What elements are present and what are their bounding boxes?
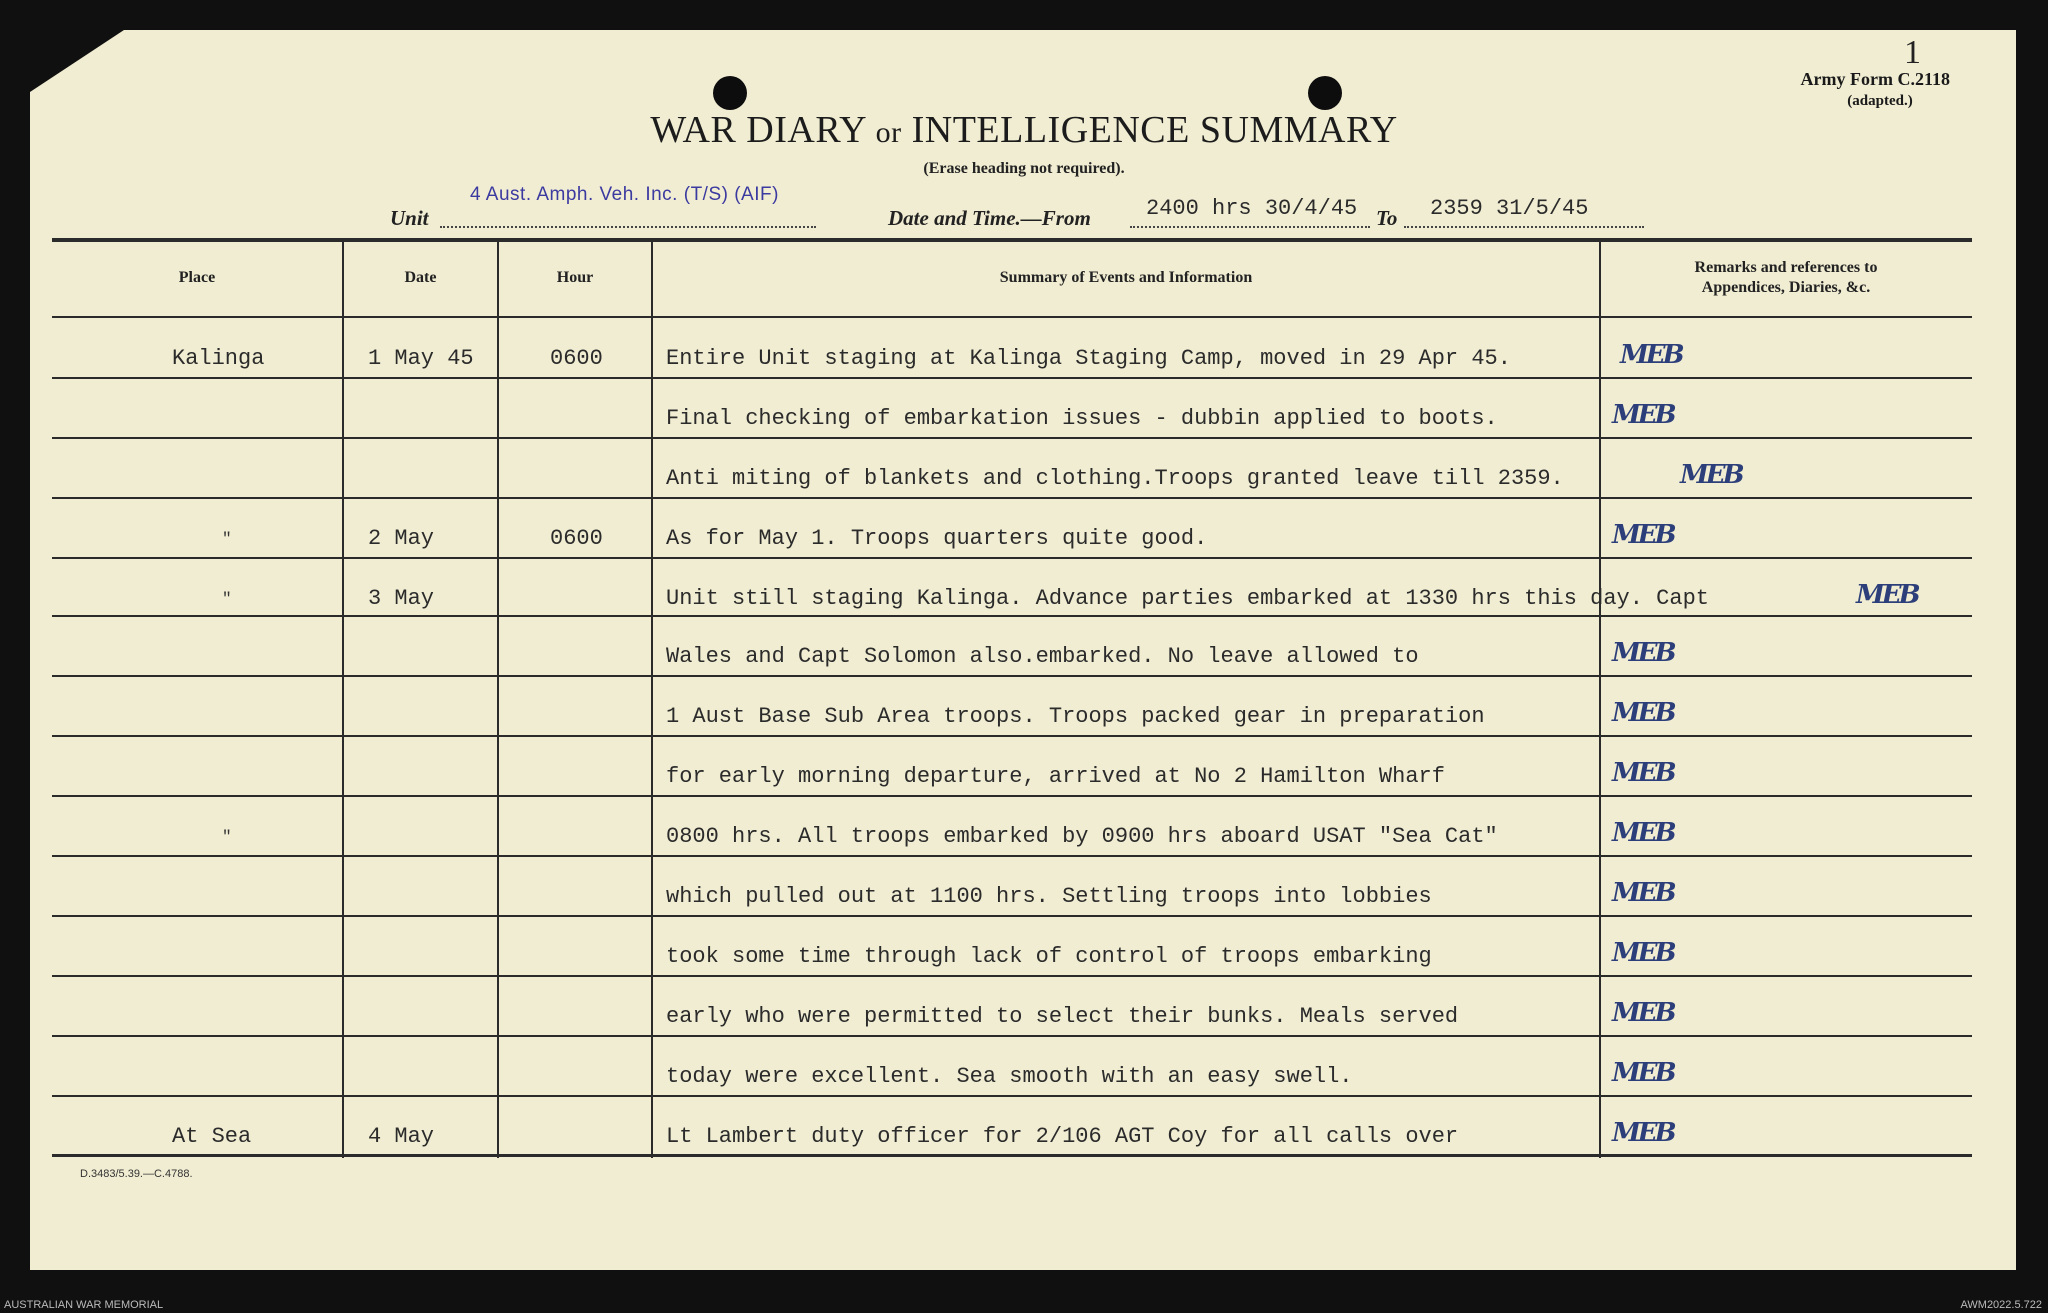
page-title [0, 108, 2048, 152]
header-remarks-line1: Remarks and references to [1694, 259, 1878, 276]
header-summary: Summary of Events and Information [999, 269, 1253, 286]
unit-label: Unit [390, 206, 429, 230]
remarks-initials: MEB [1680, 460, 1742, 490]
summary-cell: today were excellent. Sea smooth with an easy swell. [666, 1064, 1353, 1089]
footer-accession: AWM2022.5.722 [1960, 1299, 2042, 1311]
remarks-initials: MEB [1612, 1118, 1674, 1148]
row-divider [52, 975, 1972, 977]
date-from-dotted-line [1130, 226, 1370, 228]
summary-cell: took some time through lack of control of troops embarking [666, 944, 1432, 969]
title-or: or [875, 116, 902, 149]
summary-cell: early who were permitted to select their bunks. Meals served [666, 1004, 1459, 1029]
remarks-initials: MEB [1612, 758, 1674, 788]
date-to-value: 2359 31/5/45 [1430, 196, 1589, 221]
row-divider [52, 377, 1972, 379]
summary-cell: Anti miting of blankets and clothing.Troops granted leave till 2359. [666, 466, 1564, 491]
remarks-initials: MEB [1856, 580, 1918, 610]
footer-credit: AUSTRALIAN WAR MEMORIAL [4, 1299, 164, 1311]
summary-cell: 1 Aust Base Sub Area troops. Troops packed gear in preparation [666, 704, 1485, 729]
place-cell: At Sea [172, 1124, 252, 1149]
date-to-dotted-line [1404, 226, 1644, 228]
row-divider [52, 497, 1972, 499]
summary-cell: Entire Unit staging at Kalinga Staging Camp, moved in 29 Apr 45. [666, 346, 1511, 371]
header-remarks [1601, 258, 1971, 298]
summary-cell: 0800 hrs. All troops embarked by 0900 hrs aboard USAT "Sea Cat" [666, 824, 1498, 849]
header-remarks-line2: Appendices, Diaries, &c. [1701, 279, 1871, 296]
row-divider [52, 615, 1972, 617]
date-cell: 1 May 45 [368, 346, 474, 371]
remarks-initials: MEB [1612, 698, 1674, 728]
army-form-number [1740, 68, 1950, 112]
summary-cell: Lt Lambert duty officer for 2/106 AGT Coy for all calls over [666, 1124, 1459, 1149]
header-date: Date [404, 269, 437, 286]
row-divider [52, 1035, 1972, 1037]
summary-cell: As for May 1. Troops quarters quite good. [666, 526, 1208, 551]
remarks-initials: MEB [1612, 638, 1674, 668]
row-divider [52, 915, 1972, 917]
form-name: Army Form C.2118 [1800, 69, 1950, 89]
date-cell: 2 May [368, 526, 435, 551]
remarks-initials: MEB [1612, 520, 1674, 550]
date-cell: 4 May [368, 1124, 435, 1149]
table-bottom-border [52, 1154, 1972, 1157]
hour-cell: 0600 [550, 526, 603, 551]
remarks-initials: MEB [1612, 938, 1674, 968]
remarks-initials: MEB [1612, 998, 1674, 1028]
remarks-initials: MEB [1620, 340, 1682, 370]
header-bottom-border [52, 316, 1972, 318]
date-cell: 3 May [368, 586, 435, 611]
remarks-initials: MEB [1612, 878, 1674, 908]
page-subtitle: (Erase heading not required). [923, 160, 1125, 177]
summary-cell: for early morning departure, arrived at No 2 Hamilton Wharf [666, 764, 1445, 789]
unit-dotted-line [440, 226, 816, 228]
date-time-label: Date and Time.—From [888, 206, 1091, 230]
date-to-label: To [1376, 206, 1398, 230]
summary-cell: Wales and Capt Solomon also.embarked. No leave allowed to [666, 644, 1419, 669]
remarks-initials: MEB [1612, 400, 1674, 430]
table-top-border [52, 238, 1972, 242]
punch-hole-right [1308, 76, 1342, 110]
row-divider [52, 795, 1972, 797]
header-place: Place [178, 269, 216, 286]
place-ditto: " [222, 590, 232, 608]
row-divider [52, 1095, 1972, 1097]
place-cell: Kalinga [172, 346, 265, 371]
row-divider [52, 855, 1972, 857]
row-divider [52, 675, 1972, 677]
summary-cell: which pulled out at 1100 hrs. Settling troops into lobbies [666, 884, 1432, 909]
unit-stamp: 4 Aust. Amph. Veh. Inc. (T/S) (AIF) [470, 184, 779, 205]
place-ditto: " [222, 530, 232, 548]
summary-cell: Unit still staging Kalinga. Advance parties embarked at 1330 hrs this day. Capt [666, 586, 1709, 611]
print-code: D.3483/5.39.—C.4788. [80, 1168, 193, 1180]
form-note: (adapted.) [1847, 93, 1913, 109]
remarks-initials: MEB [1612, 818, 1674, 848]
place-ditto: " [222, 828, 232, 846]
row-divider [52, 735, 1972, 737]
remarks-initials: MEB [1612, 1058, 1674, 1088]
page-number: 1 [1904, 34, 1921, 71]
row-divider [52, 437, 1972, 439]
punch-hole-left [713, 76, 747, 110]
hour-cell: 0600 [550, 346, 603, 371]
title-intelligence-summary: INTELLIGENCE SUMMARY [911, 109, 1398, 151]
header-hour: Hour [556, 269, 594, 286]
title-war-diary: WAR DIARY [650, 109, 866, 151]
date-from-value: 2400 hrs 30/4/45 [1146, 196, 1358, 221]
summary-cell: Final checking of embarkation issues - dubbin applied to boots. [666, 406, 1498, 431]
row-divider [52, 557, 1972, 559]
